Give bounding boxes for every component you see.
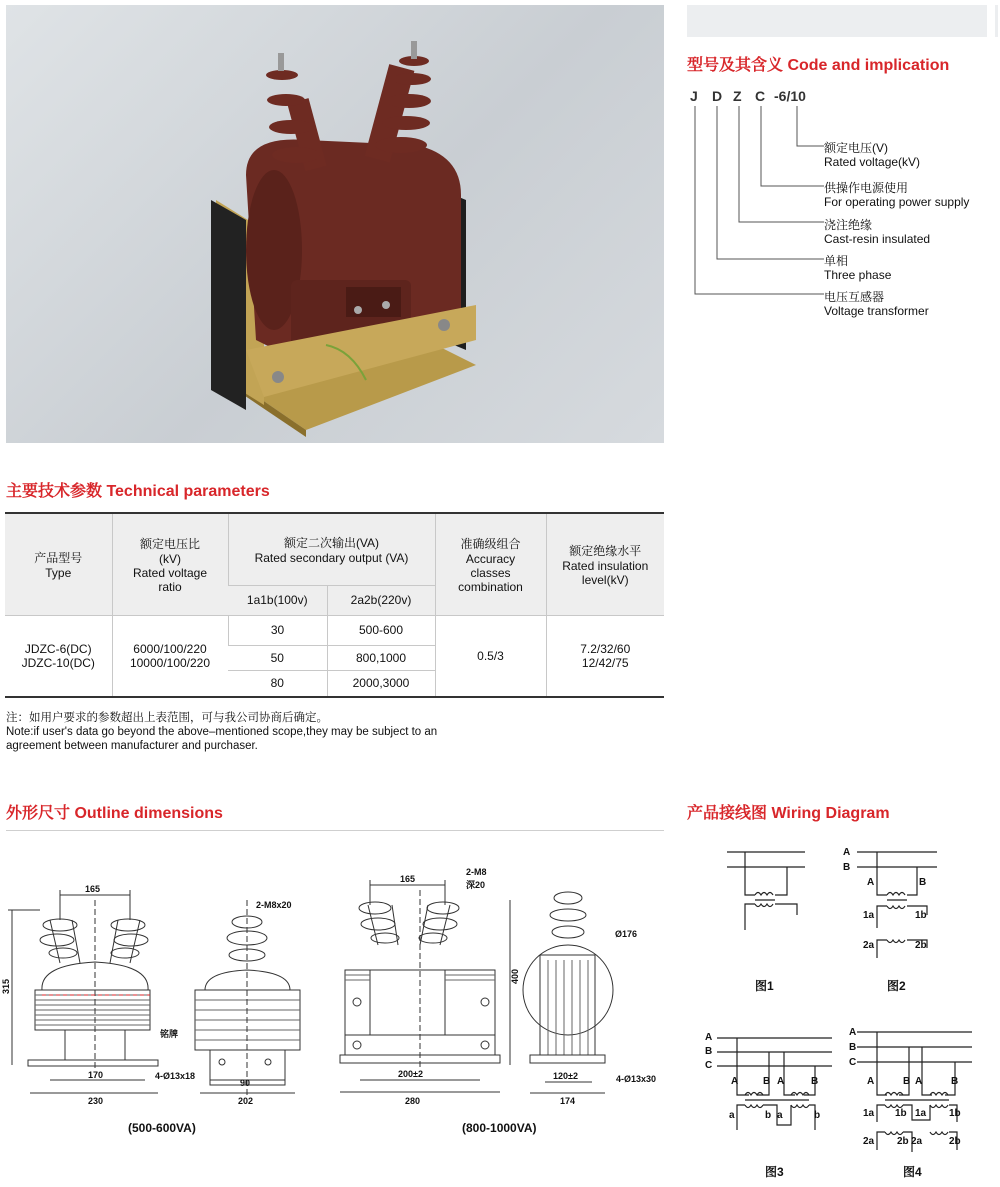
header-text: 产品型号: [34, 550, 83, 565]
figure-3-label: 图3: [765, 1165, 784, 1179]
meaning-phase: [824, 254, 891, 282]
code-letter-c: C: [755, 88, 766, 104]
ratio-value: 10000/100/220: [129, 655, 211, 670]
wiring-label-c: C: [849, 1057, 857, 1068]
wiring-label-a: A: [777, 1076, 785, 1087]
wiring-label-a: A: [915, 1076, 923, 1087]
product-photo: [6, 5, 664, 443]
wiring-label-b: B: [849, 1042, 857, 1053]
header-text: level(kV): [581, 572, 629, 587]
wiring-label-2b: 2b: [897, 1136, 909, 1147]
header-text: Rated secondary output (VA): [254, 550, 409, 565]
header-sub-1a1b: 1a1b(100v): [228, 585, 327, 615]
wiring-section-title: 产品接线图 Wiring Diagram: [687, 805, 890, 822]
dim-4-13x30: 4-Ø13x30: [616, 1074, 657, 1084]
cell-out2: 2000,3000: [327, 670, 435, 697]
dim-230: 230: [88, 1096, 104, 1106]
dim-nameplate: 铭牌: [160, 1029, 179, 1039]
header-output: [228, 513, 435, 585]
code-letter-d: D: [712, 88, 723, 104]
meaning-cn: 供操作电源使用: [824, 181, 909, 195]
dim-120: 120±2: [553, 1071, 578, 1081]
cell-insulation: [546, 615, 664, 697]
dim-176: Ø176: [615, 929, 638, 939]
note-en: Note:if user's data go beyond the above–mentioned scope,they may be subject to an: [6, 726, 438, 738]
wiring-label-2a: 2a: [863, 1136, 875, 1147]
wiring-label-2b: 2b: [915, 940, 927, 951]
meaning-voltage: [824, 141, 920, 169]
wiring-label-b: B: [919, 877, 927, 888]
meaning-en: Voltage transformer: [824, 304, 929, 318]
wiring-label-a: A: [867, 877, 875, 888]
dim-170: 170: [88, 1070, 104, 1080]
wiring-label-2b: 2b: [949, 1136, 961, 1147]
outline-divider: [6, 830, 664, 831]
outline-section-title: 外形尺寸 Outline dimensions: [6, 805, 223, 822]
header-text: 额定绝缘水平: [569, 543, 642, 558]
header-text: Rated insulation: [562, 558, 649, 573]
cell-accuracy: 0.5/3: [435, 615, 546, 697]
header-bar: [687, 5, 987, 37]
dim-202: 202: [238, 1096, 254, 1106]
dim-m8x20: 2-M8x20: [256, 900, 292, 910]
wiring-label-1b: 1b: [895, 1108, 907, 1119]
wiring-label-b: B: [705, 1046, 713, 1057]
meaning-cn: 额定电压(V): [824, 141, 888, 155]
dim-90: 90: [240, 1078, 251, 1088]
header-ratio: [112, 513, 228, 615]
header-text: (kV): [159, 551, 181, 566]
meaning-en: Cast-resin insulated: [824, 232, 931, 246]
meaning-en: For operating power supply: [824, 195, 970, 209]
type-value: JDZC-10(DC): [21, 655, 95, 670]
table-note: [6, 711, 437, 753]
wiring-label-sec-a: a: [777, 1110, 783, 1121]
wiring-label-b: B: [763, 1076, 771, 1087]
header-type: [5, 513, 112, 615]
dim-200: 200±2: [398, 1069, 423, 1079]
header-text: 额定电压比: [139, 536, 200, 551]
figure-1-label: 图1: [755, 979, 774, 993]
dim-165a: 165: [85, 884, 101, 894]
header-accuracy: [435, 513, 546, 615]
meaning-transformer: [824, 290, 929, 318]
dim-315: 315: [1, 978, 11, 994]
header-text: 准确级组合: [460, 536, 521, 551]
wiring-label-a: A: [867, 1076, 875, 1087]
meaning-cast-resin: [824, 218, 930, 246]
wiring-label-b: B: [811, 1076, 819, 1087]
wiring-label-a: A: [731, 1076, 739, 1087]
tech-section-title: 主要技术参数 Technical parameters: [6, 483, 270, 500]
meaning-cn: 电压互感器: [824, 290, 885, 304]
cell-out1: 80: [270, 676, 284, 691]
caption-500-600va: (500-600VA): [128, 1121, 196, 1135]
code-letter-z: Z: [733, 88, 742, 104]
tech-table: [5, 512, 664, 698]
code-letter-j: J: [690, 88, 698, 104]
note-cn: 注：如用户要求的参数超出上表范围，可与我公司协商后确定。: [6, 712, 328, 724]
dim-280: 280: [405, 1096, 421, 1106]
meaning-operating: [824, 181, 969, 209]
wiring-label-1b: 1b: [915, 910, 927, 921]
header-text: combination: [458, 579, 523, 594]
wiring-label-c: C: [705, 1060, 713, 1071]
wiring-label-sec-b: b: [814, 1110, 821, 1121]
cell-out1: 30: [228, 615, 327, 645]
wiring-label-sec-b: b: [765, 1110, 772, 1121]
figure-4-label: 图4: [903, 1165, 922, 1179]
insulation-value: 12/42/75: [581, 655, 629, 670]
header-text: Type: [45, 565, 72, 580]
wiring-label-a: A: [849, 1027, 857, 1038]
wiring-label-2a: 2a: [863, 940, 875, 951]
dim-165b: 165: [400, 874, 416, 884]
ratio-value: 6000/100/220: [133, 641, 207, 656]
insulation-value: 7.2/32/60: [580, 641, 631, 656]
wiring-label-b: B: [951, 1076, 959, 1087]
header-text: Accuracy: [465, 551, 516, 566]
outline-drawings: [0, 860, 680, 1150]
caption-800-1000va: (800-1000VA): [462, 1121, 537, 1135]
wiring-label-1b: 1b: [949, 1108, 961, 1119]
page-edge-bar: [995, 5, 998, 37]
dim-depth-20: 深20: [466, 880, 486, 890]
header-text: Rated voltage: [132, 565, 208, 580]
dim-174: 174: [560, 1096, 576, 1106]
cell-ratios: [112, 615, 228, 697]
meaning-en: Rated voltage(kV): [824, 155, 921, 169]
meaning-cn: 浇注绝缘: [824, 218, 873, 232]
meaning-en: Three phase: [824, 268, 892, 282]
wiring-label-sec-a: a: [729, 1110, 735, 1121]
wiring-label-b: B: [903, 1076, 911, 1087]
wiring-label-1a: 1a: [863, 910, 875, 921]
code-suffix: -6/10: [774, 88, 806, 104]
meaning-cn: 单相: [824, 254, 849, 268]
code-section-title: 型号及其含义 Code and implication: [687, 57, 950, 74]
dim-400: 400: [510, 968, 520, 984]
header-insulation: [546, 513, 664, 615]
cell-out1: 50: [228, 645, 327, 670]
wiring-label-1a: 1a: [915, 1108, 927, 1119]
cell-out2: 500-600: [327, 615, 435, 645]
wiring-label-b: B: [843, 862, 851, 873]
header-text: ratio: [158, 579, 182, 594]
type-value: JDZC-6(DC): [24, 641, 92, 656]
header-text: classes: [470, 565, 511, 580]
header-sub-2a2b: 2a2b(220v): [327, 585, 435, 615]
figure-2-label: 图2: [887, 979, 906, 993]
wiring-label-a: A: [843, 847, 851, 858]
wiring-diagrams: [687, 840, 987, 1180]
header-text: 额定二次输出(VA): [283, 535, 380, 550]
wiring-label-1a: 1a: [863, 1108, 875, 1119]
transformer-illustration: [6, 5, 664, 443]
dim-2-m8: 2-M8: [466, 867, 487, 877]
wiring-label-a: A: [705, 1032, 713, 1043]
note-en: agreement between manufacturer and purchaser.: [6, 740, 258, 752]
cell-out2: 800,1000: [327, 645, 435, 670]
cell-types: [5, 615, 112, 697]
dim-4-13x18: 4-Ø13x18: [155, 1071, 196, 1081]
wiring-label-2a: 2a: [911, 1136, 923, 1147]
code-leader-lines: [687, 104, 827, 304]
